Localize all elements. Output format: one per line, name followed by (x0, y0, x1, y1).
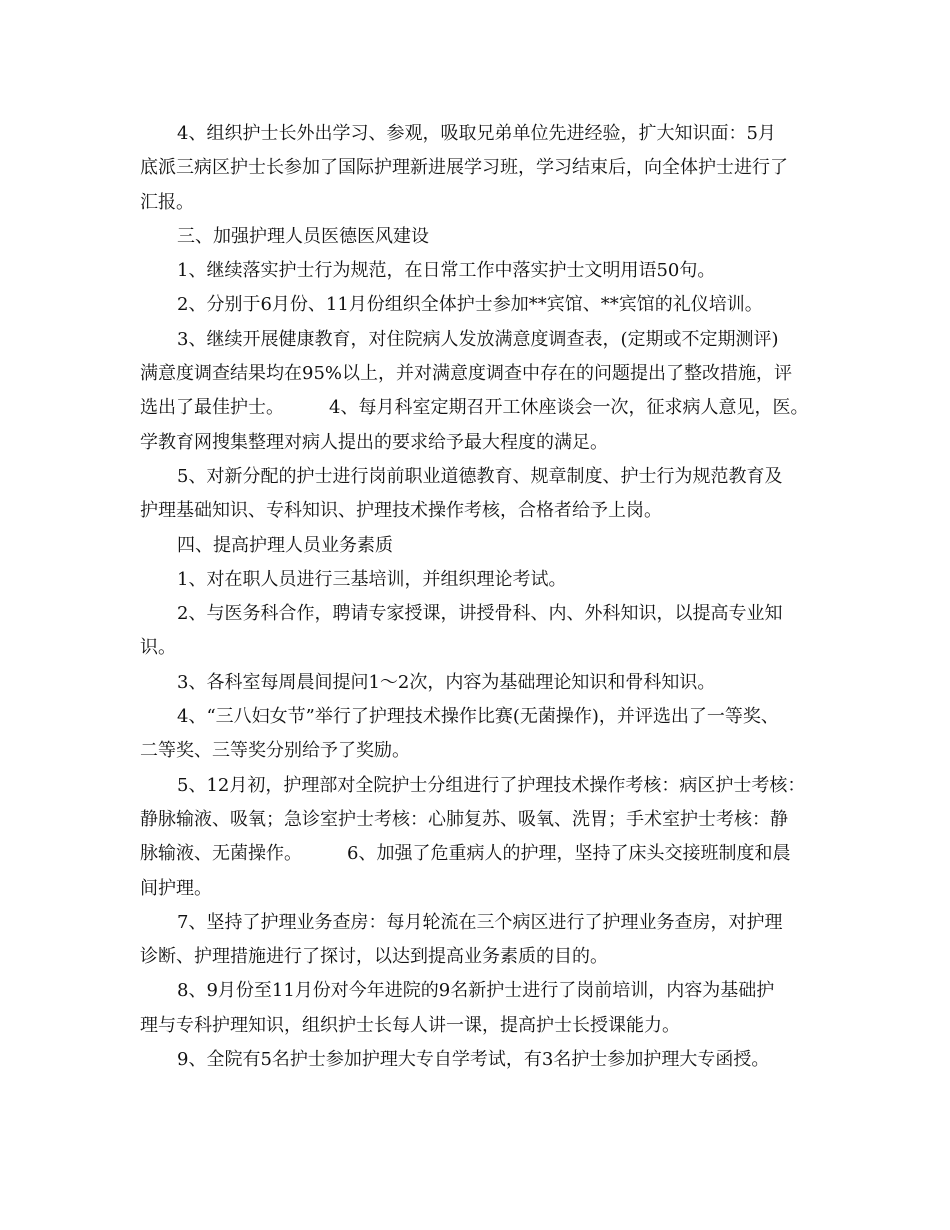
paragraph-line: 满意度调查结果均在95%以上，并对满意度调查中存在的问题提出了整改措施，评 (140, 363, 793, 385)
paragraph-line: 8、9月份至11月份对今年进院的9名新护士进行了岗前培训，内容为基础护 (177, 980, 775, 1002)
section-heading: 四、提高护理人员业务素质 (177, 534, 393, 556)
paragraph-line: 静脉输液、吸氧；急诊室护士考核：心肺复苏、吸氧、洗胃；手术室护士考核：静 (140, 808, 788, 830)
paragraph-line: 学教育网搜集整理对病人提出的要求给予最大程度的满足。 (140, 431, 608, 453)
paragraph-line: 1、继续落实护士行为规范，在日常工作中落实护士文明用语50句。 (177, 260, 716, 282)
paragraph-line: 理与专科护理知识，组织护士长每人讲一课，提高护士长授课能力。 (140, 1014, 680, 1036)
paragraph-line: 二等奖、三等奖分别给予了奖励。 (140, 740, 410, 762)
paragraph-line: 2、与医务科合作，聘请专家授课，讲授骨科、内、外科知识，以提高专业知 (177, 603, 783, 625)
paragraph-line: 间护理。 (140, 877, 212, 899)
paragraph-line: 7、坚持了护理业务查房：每月轮流在三个病区进行了护理业务查房，对护理 (177, 911, 783, 933)
paragraph-line: 护理基础知识、专科知识、护理技术操作考核，合格者给予上岗。 (140, 500, 662, 522)
paragraph-line: 选出了最佳护士。 4、每月科室定期召开工休座谈会一次，征求病人意见，医。 (140, 397, 809, 419)
paragraph-line: 识。 (140, 637, 176, 659)
paragraph-line: 底派三病区护士长参加了国际护理新进展学习班，学习结束后，向全体护士进行了 (140, 157, 788, 179)
paragraph-line: 3、继续开展健康教育，对住院病人发放满意度调查表，(定期或不定期测评) (177, 328, 779, 350)
paragraph-line: 2、分别于6月份、11月份组织全体护士参加**宾馆、**宾馆的礼仪培训。 (177, 294, 763, 316)
document-body (140, 117, 830, 1077)
paragraph-line: 9、全院有5名护士参加护理大专自学考试，有3名护士参加护理大专函授。 (177, 1049, 770, 1071)
paragraph-line: 3、各科室每周晨间提问1～2次，内容为基础理论知识和骨科知识。 (177, 671, 716, 693)
paragraph-line: 脉输液、无菌操作。 6、加强了危重病人的护理，坚持了床头交接班制度和晨 (140, 843, 791, 865)
paragraph-line: 5、12月初，护理部对全院护士分组进行了护理技术操作考核：病区护士考核： (177, 774, 806, 796)
paragraph-line: 4、组织护士长外出学习、参观，吸取兄弟单位先进经验，扩大知识面：5月 (177, 123, 776, 144)
paragraph-line: 5、对新分配的护士进行岗前职业道德教育、规章制度、护士行为规范教育及 (177, 465, 783, 487)
paragraph-line: 诊断、护理措施进行了探讨，以达到提高业务素质的目的。 (140, 946, 608, 968)
section-heading: 三、加强护理人员医德医风建设 (177, 225, 429, 247)
paragraph-line: 汇报。 (140, 191, 194, 213)
paragraph-line: 4、“三八妇女节”举行了护理技术操作比赛(无菌操作)，并评选出了一等奖、 (177, 706, 779, 728)
paragraph-line: 1、对在职人员进行三基培训，并组织理论考试。 (177, 568, 567, 590)
